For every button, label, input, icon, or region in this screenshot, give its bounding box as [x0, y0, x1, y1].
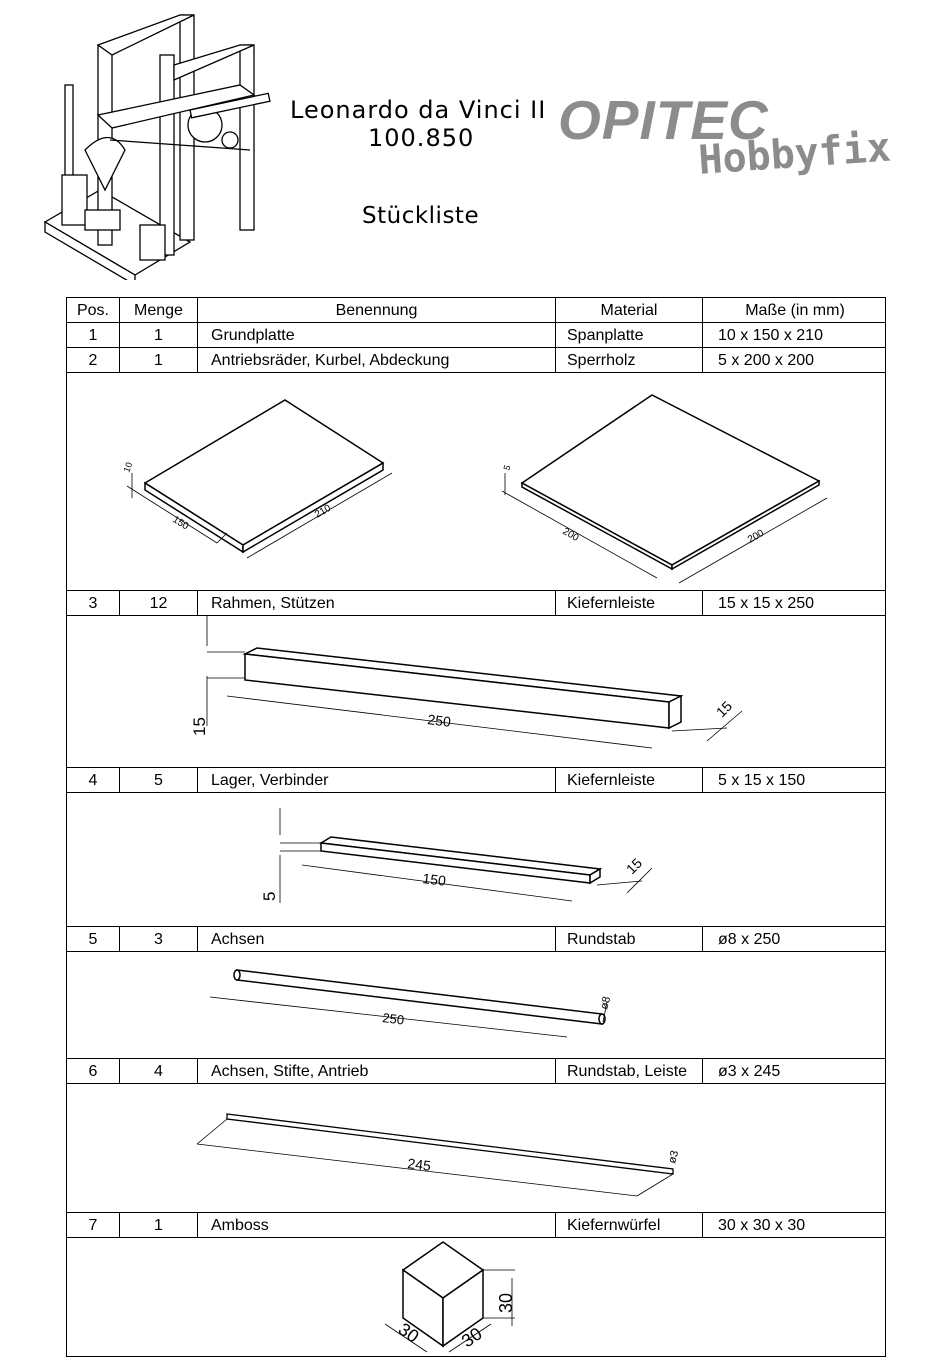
machine-illustration	[40, 10, 280, 280]
dim-rod6-dia: ø3	[666, 1149, 682, 1165]
drawing-anvil-cube	[67, 1238, 885, 1355]
table-row	[67, 1059, 885, 1084]
row-qty: 3	[120, 927, 198, 951]
drawing-thin-rod	[67, 1084, 885, 1213]
document-title: Leonardo da Vinci II	[290, 96, 547, 124]
dim-plate1-thick: 10	[121, 460, 135, 474]
dim-plate1-w: 150	[170, 514, 191, 533]
dim-rod6-length: 245	[406, 1155, 432, 1174]
dim-rod5-dia: ø8	[598, 995, 614, 1011]
drawing-frame-strip	[67, 616, 885, 768]
row-qty: 1	[120, 323, 198, 347]
dim-rod5-length: 250	[381, 1010, 406, 1028]
table-row	[67, 1213, 885, 1238]
row-name: Rahmen, Stützen	[198, 591, 556, 615]
row-pos: 5	[67, 927, 120, 951]
table-header	[67, 298, 885, 323]
row-dims: 30 x 30 x 30	[718, 1217, 806, 1234]
dim-strip3-width: 15	[712, 697, 736, 721]
row-material: Kiefernleiste	[556, 591, 703, 615]
parts-table	[66, 297, 886, 1357]
row-qty: 5	[120, 768, 198, 792]
rod5-end-left	[234, 970, 240, 980]
table-row	[67, 348, 885, 373]
brand-sub-logo: Hobbyfix	[697, 124, 893, 184]
row-pos: 6	[67, 1059, 120, 1083]
brand-logo: OPITEC	[558, 89, 769, 151]
row-pos: 2	[67, 348, 120, 372]
dim-cube-a: 30	[394, 1318, 423, 1347]
dim-strip4-length: 150	[421, 870, 447, 889]
row-dims: 10 x 150 x 210	[718, 327, 823, 344]
dim-plate2-thick: 5	[501, 463, 513, 472]
table-row	[67, 768, 885, 793]
article-number: 100.850	[368, 124, 475, 152]
table-row	[67, 927, 885, 952]
dim-strip4-height: 5	[260, 891, 279, 901]
row-pos: 1	[67, 323, 120, 347]
drawing-plates	[67, 373, 885, 591]
row-qty: 1	[120, 348, 198, 372]
col-qty: Menge	[120, 298, 198, 322]
drawing-axle-rod	[67, 952, 885, 1059]
row-pos: 3	[67, 591, 120, 615]
table-row	[67, 591, 885, 616]
dim-strip3-height: 15	[190, 717, 209, 736]
col-material: Material	[556, 298, 703, 322]
drawing-bearing-strip	[67, 793, 885, 927]
row-pos: 4	[67, 768, 120, 792]
dim-strip4-width: 15	[622, 854, 646, 878]
row-material: Rundstab	[556, 927, 703, 951]
table-row	[67, 323, 885, 348]
row-material: Kiefernleiste	[556, 768, 703, 792]
dim-plate2-l: 200	[746, 527, 766, 546]
row-name: Amboss	[198, 1213, 556, 1237]
plate2-top	[522, 395, 819, 565]
row-material: Sperrholz	[556, 348, 703, 372]
strip3-end	[669, 696, 681, 728]
row-name: Antriebsräder, Kurbel, Abdeckung	[198, 348, 556, 372]
row-qty: 4	[120, 1059, 198, 1083]
row-dims: 5 x 15 x 150	[718, 772, 806, 789]
row-material: Spanplatte	[556, 323, 703, 347]
row-material: Kiefernwürfel	[556, 1213, 703, 1237]
row-dims: ø8 x 250	[718, 931, 781, 948]
row-name: Lager, Verbinder	[198, 768, 556, 792]
row-dims: 5 x 200 x 200	[718, 352, 815, 369]
row-qty: 1	[120, 1213, 198, 1237]
rod6-body	[227, 1114, 673, 1174]
col-dims: Maße (in mm)	[745, 302, 845, 319]
col-pos: Pos.	[67, 298, 120, 322]
row-dims: 15 x 15 x 250	[718, 595, 815, 612]
dim-plate2-w: 200	[560, 526, 581, 544]
col-name: Benennung	[198, 298, 556, 322]
row-qty: 12	[120, 591, 198, 615]
rod5-body	[237, 970, 602, 1024]
dim-strip3-length: 250	[426, 711, 452, 730]
dim-cube-c: 30	[496, 1292, 516, 1313]
page-subtitle: Stückliste	[362, 203, 480, 229]
row-pos: 7	[67, 1213, 120, 1237]
dim-plate1-l: 210	[313, 502, 333, 521]
row-dims: ø3 x 245	[718, 1063, 781, 1080]
row-material: Rundstab, Leiste	[556, 1059, 703, 1083]
row-name: Grundplatte	[198, 323, 556, 347]
row-name: Achsen, Stifte, Antrieb	[198, 1059, 556, 1083]
dim-cube-b: 30	[457, 1323, 486, 1352]
row-name: Achsen	[198, 927, 556, 951]
